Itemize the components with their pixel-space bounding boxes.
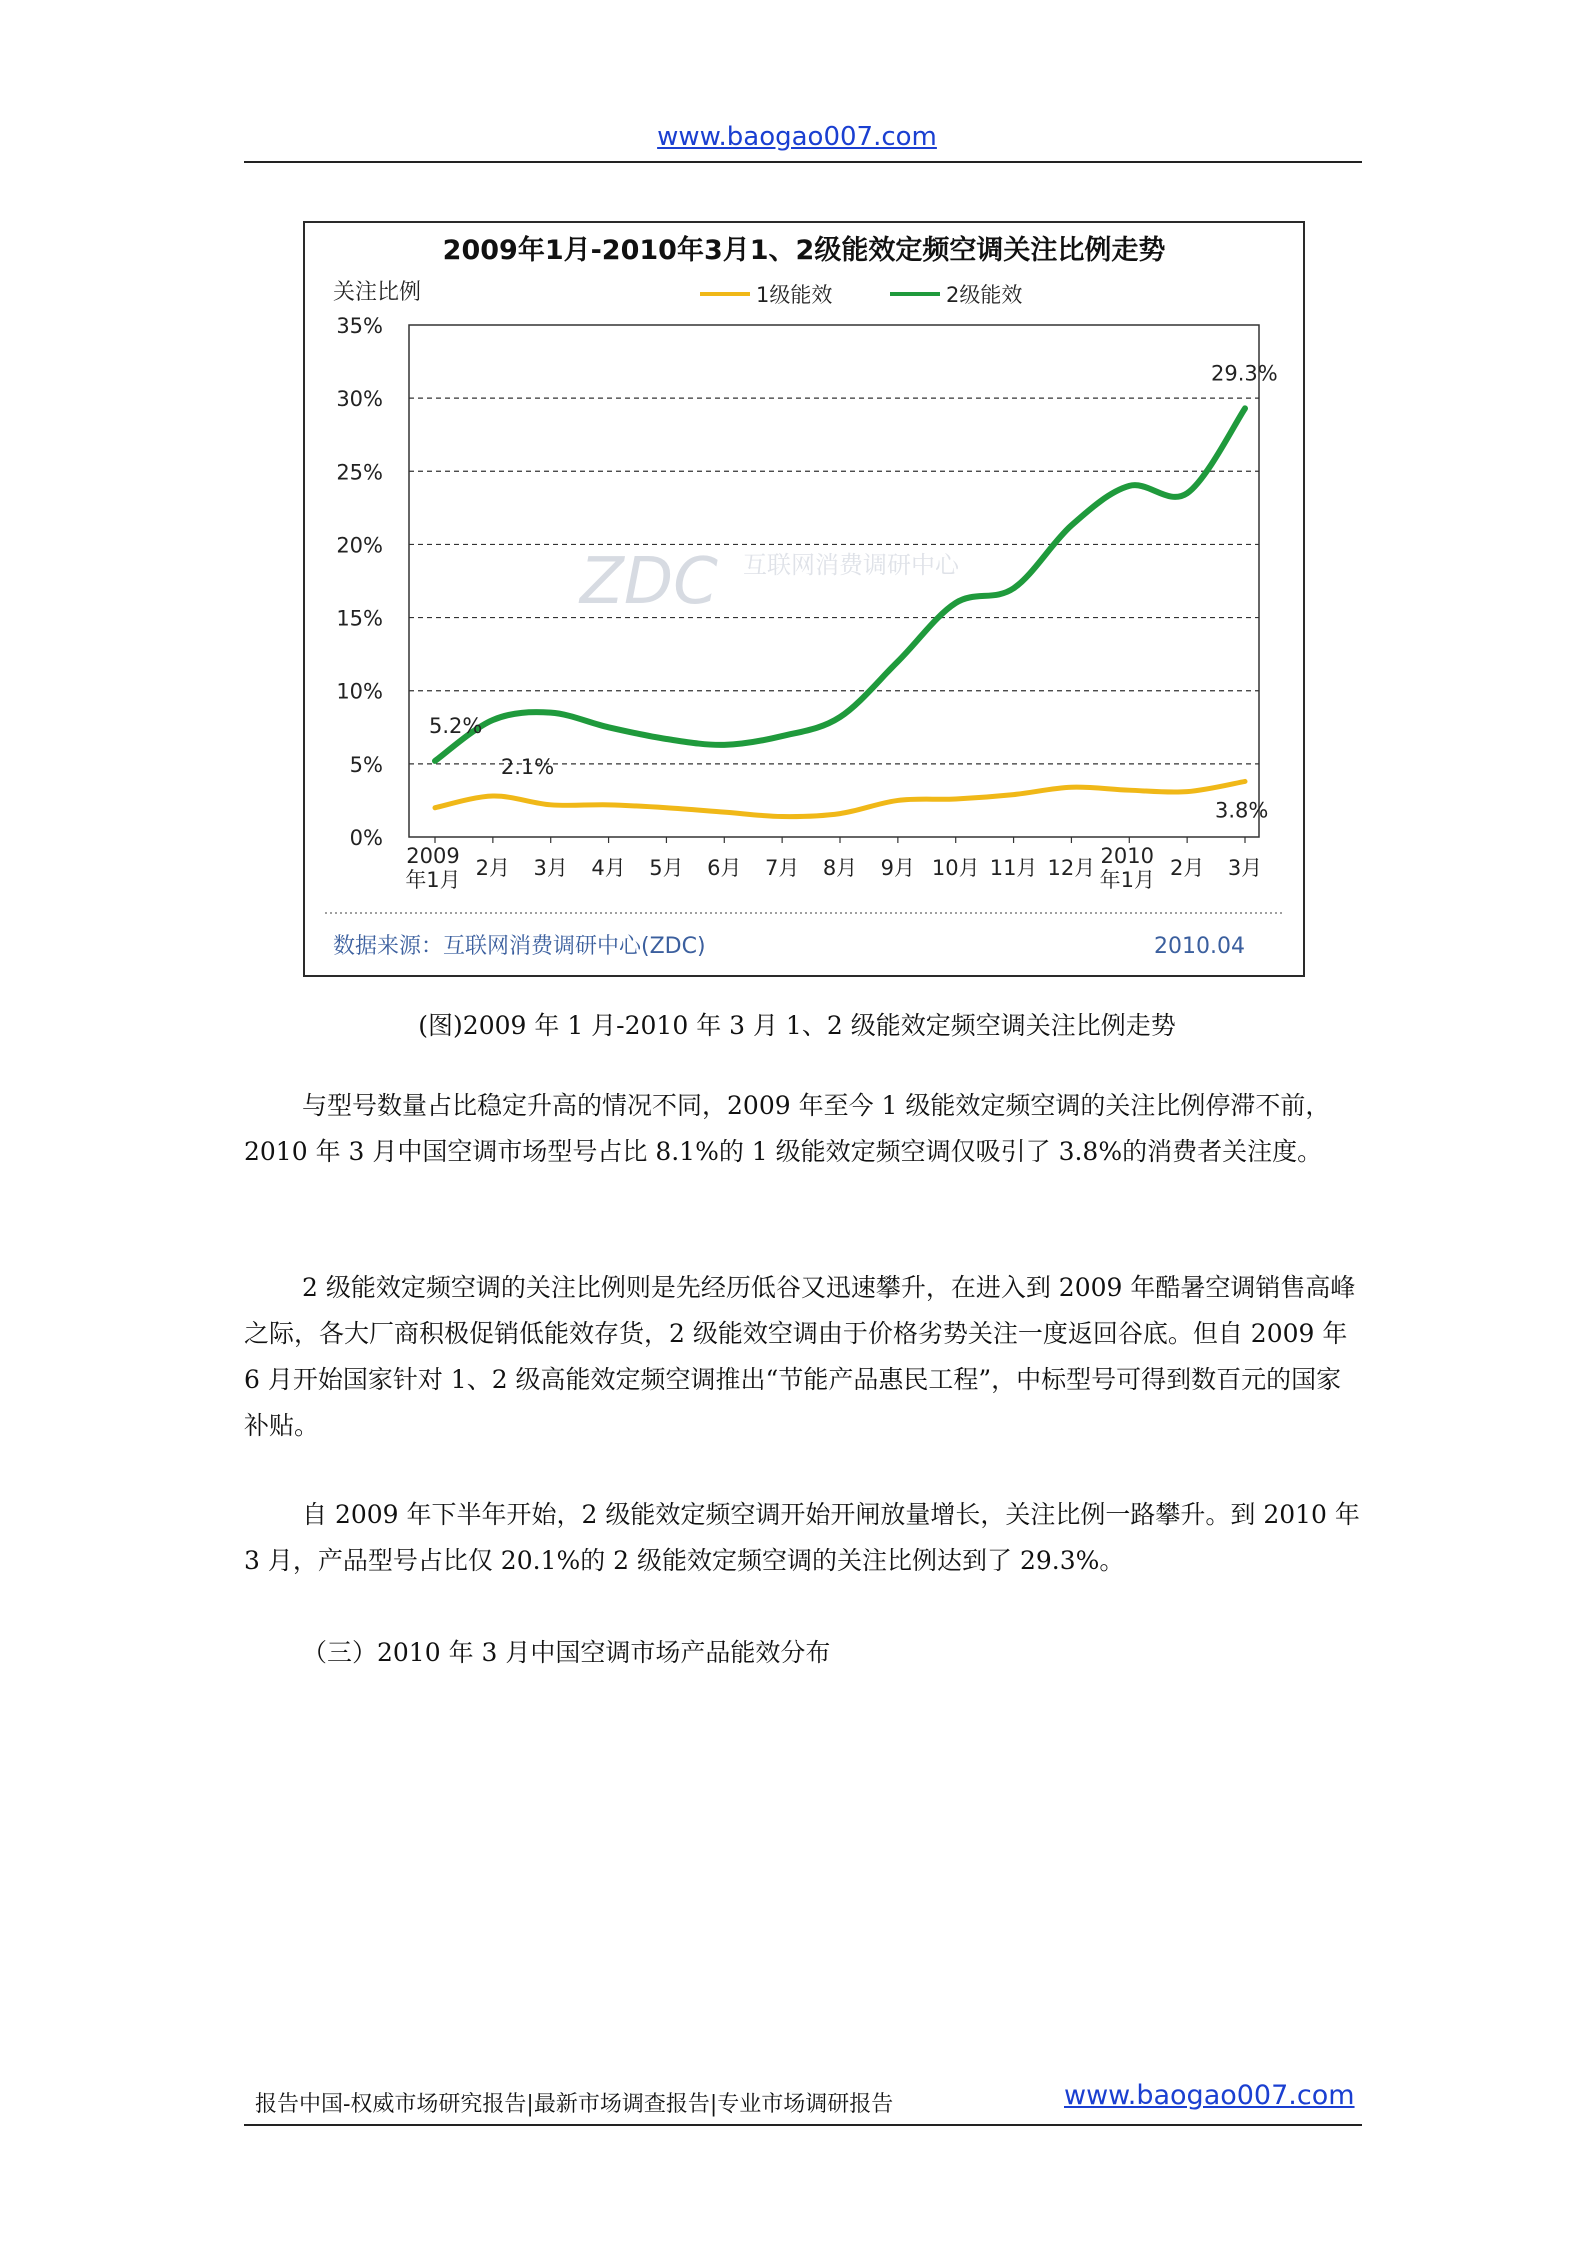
x-tick-label-6: 7月 xyxy=(764,856,800,880)
y-tick-label-5: 25% xyxy=(336,460,383,485)
series-2-point-10 xyxy=(1012,587,1015,590)
series-2-point-7 xyxy=(839,716,842,719)
watermark-text: 互联网消费调研中心 xyxy=(743,551,959,579)
paragraph-1-text: 与型号数量占比稳定升高的情况不同，2009 年至今 1 级能效定频空调的关注比例停滞不前，2010 年 3 月中国空调市场型号占比 8.1%的 1 级能效定频空调仅吸引了 3.8%的消费者关注度。 xyxy=(244,1091,1331,1166)
chart-source: 数据来源：互联网消费调研中心(ZDC) xyxy=(333,934,706,959)
header-rule xyxy=(244,161,1362,163)
chart-figure xyxy=(303,221,1305,977)
y-tick-label-1: 5% xyxy=(349,752,383,777)
data-label-4: 3.8% xyxy=(1215,798,1269,823)
data-label-1: 5.2% xyxy=(429,713,483,738)
y-axis-label: 关注比例 xyxy=(333,280,422,305)
y-tick-label-6: 30% xyxy=(336,387,383,412)
x-tick-label-14: 3月 xyxy=(1227,856,1263,880)
series-1-point-8 xyxy=(896,799,899,802)
series-1-point-11 xyxy=(1070,786,1073,789)
series-2-point-0 xyxy=(434,759,437,762)
series-1-point-1 xyxy=(491,795,494,798)
paragraph-3-text: 自 2009 年下半年开始，2 级能效定频空调开始开闸放量增长，关注比例一路攀升。到 2010 年 3 月，产品型号占比仅 20.1%的 2 级能效定频空调的关注比例达到了 29.3%。 xyxy=(244,1500,1360,1575)
footer-text: 报告中国-权威市场研究报告|最新市场调查报告|专业市场调研报告 xyxy=(255,2092,894,2117)
header-link[interactable]: www.baogao007.com xyxy=(657,122,937,152)
x-tick-label-5: 6月 xyxy=(707,856,742,880)
y-tick-label-7: 35% xyxy=(336,314,383,338)
series-2-point-8 xyxy=(896,660,899,663)
series-2-point-5 xyxy=(723,743,726,746)
x-tick-label-8: 9月 xyxy=(880,856,916,880)
section-heading-text: （三）2010 年 3 月中国空调市场产品能效分布 xyxy=(302,1638,831,1667)
series-1-point-2 xyxy=(549,803,552,806)
series-1-point-9 xyxy=(954,797,957,800)
x-tick-label-3: 4月 xyxy=(591,856,626,880)
series-1-point-10 xyxy=(1012,793,1015,796)
series-2-point-12 xyxy=(1128,484,1131,487)
y-tick-label-2: 10% xyxy=(336,679,383,704)
series-1-point-6 xyxy=(781,815,784,818)
series-1-point-12 xyxy=(1128,789,1131,792)
figure-caption: (图)2009 年 1 月-2010 年 3 月 1、2 级能效定频空调关注比例走势 xyxy=(418,1011,1176,1040)
legend-label-1: 1级能效 xyxy=(756,283,833,307)
x-tick-label-7: 8月 xyxy=(822,856,858,880)
y-tick-label-0: 0% xyxy=(349,826,383,850)
chart-title: 2009年1月-2010年3月1、2级能效定频空调关注比例走势 xyxy=(442,235,1166,266)
y-tick-label-3: 15% xyxy=(336,606,383,631)
x-tick-label-10: 11月 xyxy=(989,856,1038,880)
watermark-logo: ZDC xyxy=(580,545,718,619)
paragraph-1 xyxy=(244,1083,1362,1175)
series-1-point-4 xyxy=(665,806,668,809)
x-tick-label-13: 2月 xyxy=(1169,856,1205,880)
series-2-point-4 xyxy=(665,737,668,740)
x-tick-label-12-line1: 2010 xyxy=(1100,844,1155,868)
x-tick-label-12-line2: 年1月 xyxy=(1099,868,1155,892)
x-tick-label-9: 10月 xyxy=(931,856,980,880)
series-2-point-11 xyxy=(1070,524,1073,527)
paragraph-2-text: 2 级能效定频空调的关注比例则是先经历低谷又迅速攀升，在进入到 2009 年酷暑空调销售高峰之际，各大厂商积极促销低能效存货，2 级能效空调由于价格劣势关注一度返回谷底。但自 2009 年 6 月开始国家针对 1、2 级高能效定频空调推出“节能产品惠民工程”，中标型号可得到数百元的国家补贴。 xyxy=(244,1273,1356,1440)
series-2-point-6 xyxy=(781,735,784,738)
series-1-point-14 xyxy=(1244,780,1247,783)
series-2-point-9 xyxy=(954,601,957,604)
series-2-point-1 xyxy=(491,718,494,721)
series-2-point-3 xyxy=(607,726,610,729)
x-tick-label-1: 2月 xyxy=(475,856,511,880)
paragraph-2 xyxy=(244,1265,1362,1449)
x-tick-label-2: 3月 xyxy=(533,856,568,880)
x-tick-label-4: 5月 xyxy=(649,856,684,880)
paragraph-3 xyxy=(244,1492,1362,1584)
x-tick-label-0-line2: 年1月 xyxy=(405,868,461,892)
legend-label-2: 2级能效 xyxy=(946,283,1023,307)
series-1-point-13 xyxy=(1186,790,1189,793)
series-2-point-2 xyxy=(549,711,552,714)
series-1-point-3 xyxy=(607,803,610,806)
x-tick-label-11: 12月 xyxy=(1047,856,1096,880)
x-tick-label-0-line1: 2009 xyxy=(406,844,460,868)
series-line-1 xyxy=(435,781,1245,816)
series-1-point-7 xyxy=(839,812,842,815)
series-line-2 xyxy=(435,408,1245,761)
section-heading xyxy=(244,1630,1362,1676)
series-2-point-13 xyxy=(1186,492,1189,495)
series-1-point-0 xyxy=(434,806,437,809)
series-2-point-14 xyxy=(1244,407,1247,410)
chart-date: 2010.04 xyxy=(1154,934,1245,959)
data-label-2: 2.1% xyxy=(500,755,555,780)
footer-rule xyxy=(244,2124,1362,2126)
chart-svg xyxy=(305,223,1303,975)
data-label-3: 29.3% xyxy=(1211,361,1278,386)
series-1-point-5 xyxy=(723,811,726,814)
y-tick-label-4: 20% xyxy=(336,533,383,558)
footer-link[interactable]: www.baogao007.com xyxy=(1064,2080,1355,2111)
